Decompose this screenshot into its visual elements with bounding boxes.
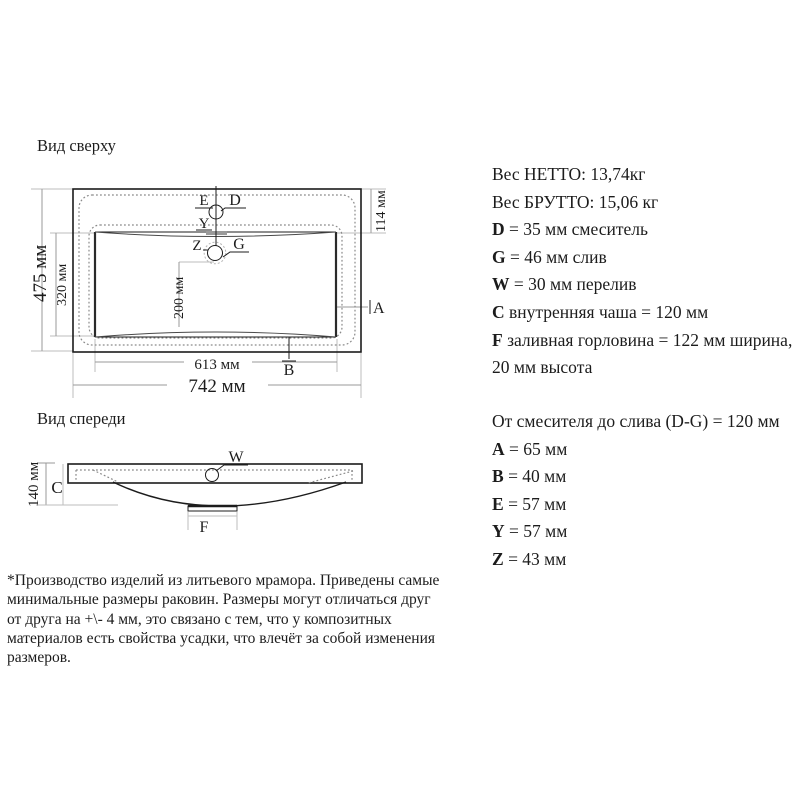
footnote-line: материалов есть свойства усадки, что влечёт за собой изменения xyxy=(7,629,436,647)
spec-list-offsets xyxy=(492,408,780,574)
dim-back-offset: 114 мм xyxy=(374,190,389,232)
spec-list-weights-holes xyxy=(492,161,792,382)
label-d: D xyxy=(229,192,241,209)
dim-basin-depth: 320 мм xyxy=(55,263,70,306)
top-view-title: Вид сверху xyxy=(37,136,116,155)
footnote xyxy=(7,571,439,667)
dim-overall-width: 742 мм xyxy=(188,376,246,397)
countertop-dotted-edge xyxy=(79,195,355,345)
spec-row: 20 мм высота xyxy=(492,357,593,378)
drain-spout xyxy=(188,506,237,511)
spec-row: От смесителя до слива (D-G) = 120 мм xyxy=(492,411,780,431)
spec-row: B = 40 мм xyxy=(492,466,567,487)
front-view-title: Вид спереди xyxy=(37,409,126,428)
front-view-drawing xyxy=(0,435,420,540)
spec-row: C внутренняя чаша = 120 мм xyxy=(492,301,709,322)
label-b: B xyxy=(283,362,295,379)
label-z: Z xyxy=(192,238,202,254)
footnote-line: размеров. xyxy=(7,649,71,667)
dim-drain-to-front: 200 мм xyxy=(172,276,187,319)
countertop-outline xyxy=(73,189,361,352)
spec-row: Вес БРУТТО: 15,06 кг xyxy=(492,191,659,212)
spec-row: G = 46 мм слив xyxy=(492,246,607,267)
spec-row: A = 65 мм xyxy=(492,438,568,459)
spec-row: Z = 43 мм xyxy=(492,548,567,569)
spec-row: F заливная горловина = 122 мм ширина, xyxy=(492,329,793,350)
label-y: Y xyxy=(198,216,210,232)
dim-basin-width: 613 мм xyxy=(194,357,240,373)
label-w: W xyxy=(228,449,244,466)
basin-outline xyxy=(95,232,336,337)
spec-row: D = 35 мм смеситель xyxy=(492,219,648,240)
label-e: E xyxy=(199,193,209,209)
spec-row: Вес НЕТТО: 13,74кг xyxy=(492,164,646,184)
label-f: F xyxy=(199,519,209,536)
drain-hole xyxy=(208,246,223,261)
footnote-line: *Производство изделий из литьевого мрамора. Приведены самые xyxy=(7,572,440,589)
spec-row: E = 57 мм xyxy=(492,493,567,514)
spec-row: Y = 57 мм xyxy=(492,521,568,542)
dim-height: 140 мм xyxy=(26,461,42,507)
label-c: C xyxy=(51,478,63,497)
footnote-line: минимальные размеры раковин. Размеры могут отличаться друг xyxy=(7,591,431,609)
top-view-drawing xyxy=(0,130,420,410)
spec-row: W = 30 мм перелив xyxy=(492,274,637,295)
footnote-line: от друга на +\- 4 мм, это связано с тем, что у композитных xyxy=(7,610,392,628)
label-g: G xyxy=(233,236,245,253)
bowl-curve xyxy=(113,482,346,506)
dim-overall-depth: 475 мм xyxy=(30,244,51,302)
label-a: A xyxy=(373,300,385,317)
